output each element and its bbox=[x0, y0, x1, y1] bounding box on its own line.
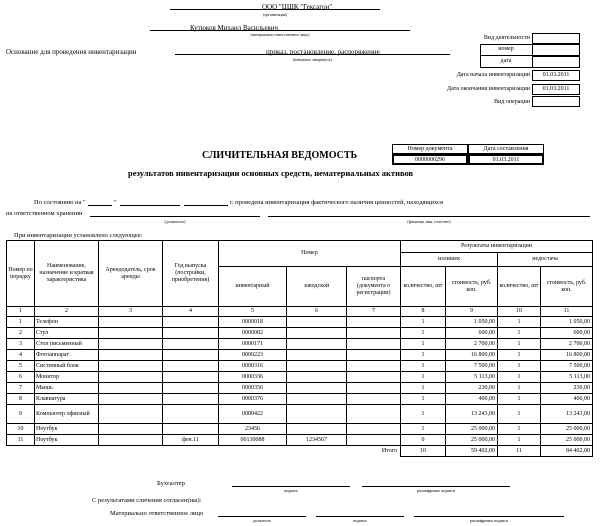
operation-box bbox=[532, 96, 580, 107]
table-row bbox=[7, 317, 593, 328]
table-row bbox=[7, 405, 593, 424]
col-num-3: 3 bbox=[99, 307, 163, 317]
accountant-label: Бухгалтер bbox=[157, 480, 185, 487]
passport bbox=[347, 350, 401, 361]
passport bbox=[347, 317, 401, 328]
lessor bbox=[99, 361, 163, 372]
total-cost-surplus: 59 402,00 bbox=[446, 446, 498, 457]
year bbox=[163, 405, 219, 424]
qty-shortage: 1 bbox=[498, 405, 541, 424]
lessor bbox=[99, 435, 163, 446]
inventory-number: 00130088 bbox=[219, 435, 287, 446]
passport bbox=[347, 361, 401, 372]
cost-surplus: 7 500,00 bbox=[446, 361, 498, 372]
header-surplus: излишек bbox=[401, 253, 498, 267]
header-qty-surplus: количество, шт bbox=[401, 267, 446, 307]
item-name: Фотоаппарат bbox=[35, 350, 99, 361]
accountant-decode-line bbox=[362, 486, 510, 487]
header-passport: паспорта (документа о регистрации) bbox=[347, 267, 401, 307]
accountant-sign-line bbox=[232, 486, 350, 487]
col-num-10: 10 bbox=[498, 307, 541, 317]
cost-shortage: 400,00 bbox=[541, 394, 593, 405]
cost-surplus: 16 800,00 bbox=[446, 350, 498, 361]
header-results: Результаты инвентаризации bbox=[401, 241, 593, 253]
row-num: 7 bbox=[7, 383, 35, 394]
org-caption: (организация) bbox=[263, 12, 287, 17]
state-name-caption: (фамилия, имя, отчество) bbox=[407, 219, 451, 224]
cost-surplus: 25 000,00 bbox=[446, 435, 498, 446]
header-factory: заводской bbox=[287, 267, 347, 307]
mol-decode-caption: расшифровка подписи bbox=[469, 518, 509, 523]
mol-sign-line bbox=[316, 516, 404, 517]
table-row bbox=[7, 394, 593, 405]
header-cost-shortage: стоимость, руб. коп. bbox=[541, 267, 593, 307]
factory-number bbox=[287, 383, 347, 394]
col-num-7: 7 bbox=[347, 307, 401, 317]
inventory-number: 0000422 bbox=[219, 405, 287, 424]
org-name: ООО "ЦШК "Гексагон" bbox=[262, 3, 333, 11]
cost-surplus: 230,00 bbox=[446, 383, 498, 394]
qty-surplus: 1 bbox=[401, 361, 446, 372]
qty-shortage: 1 bbox=[498, 317, 541, 328]
lessor bbox=[99, 405, 163, 424]
accountant-sign-caption: подпись bbox=[284, 488, 298, 493]
passport bbox=[347, 424, 401, 435]
lessor bbox=[99, 317, 163, 328]
qty-shortage: 1 bbox=[498, 383, 541, 394]
cost-surplus: 1 050,00 bbox=[446, 317, 498, 328]
cost-surplus: 400,00 bbox=[446, 394, 498, 405]
org-underline bbox=[170, 9, 380, 10]
table-row bbox=[7, 328, 593, 339]
qty-surplus: 1 bbox=[401, 424, 446, 435]
qty-surplus: 1 bbox=[401, 405, 446, 424]
row-num: 3 bbox=[7, 339, 35, 350]
total-qty-shortage: 11 bbox=[498, 446, 541, 457]
inventory-number: 0000223 bbox=[219, 350, 287, 361]
row-num: 4 bbox=[7, 350, 35, 361]
item-name: Телефон bbox=[35, 317, 99, 328]
qty-surplus: 1 bbox=[401, 328, 446, 339]
cost-shortage: 25 000,00 bbox=[541, 424, 593, 435]
col-num-4: 4 bbox=[163, 307, 219, 317]
item-name: Ноутбук bbox=[35, 435, 99, 446]
table-row bbox=[7, 361, 593, 372]
number-date-divider bbox=[480, 55, 532, 56]
passport bbox=[347, 405, 401, 424]
row-num: 10 bbox=[7, 424, 35, 435]
doc-date-header: Дата составления bbox=[468, 144, 544, 154]
lessor bbox=[99, 372, 163, 383]
header-cost-surplus: стоимость, руб. коп. bbox=[446, 267, 498, 307]
state-line2: на ответственном хранении bbox=[6, 210, 83, 217]
state-day-line bbox=[88, 205, 112, 206]
doc-number-header: Номер документа bbox=[392, 144, 468, 154]
number-label: номер bbox=[498, 46, 514, 52]
inventory-table bbox=[6, 240, 593, 457]
basis-underline bbox=[175, 54, 450, 55]
item-name: Стол письменный bbox=[35, 339, 99, 350]
header-year: Год выпуска (постройки, приобретения) bbox=[163, 241, 219, 307]
col-num-5: 5 bbox=[219, 307, 287, 317]
header-number: Номер bbox=[219, 241, 401, 267]
header-num: Номер по порядку bbox=[7, 241, 35, 307]
mol-decode-line bbox=[414, 516, 564, 517]
cost-shortage: 2 700,00 bbox=[541, 339, 593, 350]
cost-shortage: 1 050,00 bbox=[541, 317, 593, 328]
number-box bbox=[532, 44, 580, 56]
qty-surplus: 1 bbox=[401, 317, 446, 328]
state-prefix: По состоянию на " bbox=[34, 199, 86, 206]
year bbox=[163, 317, 219, 328]
qty-shortage: 1 bbox=[498, 339, 541, 350]
cost-shortage: 25 000,00 bbox=[541, 435, 593, 446]
cost-shortage: 13 243,00 bbox=[541, 405, 593, 424]
cost-surplus: 2 700,00 bbox=[446, 339, 498, 350]
table-row bbox=[7, 350, 593, 361]
col-num-1: 1 bbox=[7, 307, 35, 317]
year bbox=[163, 361, 219, 372]
lessor bbox=[99, 394, 163, 405]
inventory-number: 0000376 bbox=[219, 394, 287, 405]
mol-sign-caption: подпись bbox=[353, 518, 367, 523]
accountant-decode-caption: расшифровка подписи bbox=[416, 488, 456, 493]
item-name: Монитор bbox=[35, 372, 99, 383]
factory-number bbox=[287, 405, 347, 424]
qty-surplus: 1 bbox=[401, 394, 446, 405]
state-quote: " bbox=[114, 199, 117, 206]
year bbox=[163, 339, 219, 350]
qty-shortage: 1 bbox=[498, 435, 541, 446]
cost-shortage: 5 113,00 bbox=[541, 372, 593, 383]
inventory-number: 0000336 bbox=[219, 372, 287, 383]
state-year-line bbox=[184, 205, 228, 206]
basis-label: Основание для проведения инвентаризации bbox=[6, 48, 137, 56]
date-label: дата bbox=[500, 58, 512, 64]
qty-shortage: 1 bbox=[498, 394, 541, 405]
col-num-8: 8 bbox=[401, 307, 446, 317]
year bbox=[163, 328, 219, 339]
operation-label: Вид операции bbox=[494, 99, 530, 105]
inventory-number: 0000356 bbox=[219, 383, 287, 394]
basis-value: приказ, постановление, распоряжение bbox=[266, 48, 380, 56]
item-name: Ноутбук bbox=[35, 424, 99, 435]
person-caption: (материально ответственное лицо) bbox=[250, 32, 310, 37]
qty-shortage: 1 bbox=[498, 361, 541, 372]
qty-surplus: 1 bbox=[401, 350, 446, 361]
qty-surplus: 1 bbox=[401, 339, 446, 350]
activity-label: Вид деятельности bbox=[483, 35, 530, 41]
inventory-number: 0000171 bbox=[219, 339, 287, 350]
state-suffix: г. проведена инвентаризация фактического наличия ценностей, находящихся bbox=[230, 199, 443, 206]
total-label: Итого bbox=[381, 447, 397, 454]
passport bbox=[347, 372, 401, 383]
item-name: Клавиатура bbox=[35, 394, 99, 405]
qty-shortage: 1 bbox=[498, 328, 541, 339]
passport bbox=[347, 435, 401, 446]
inventory-number: 23456 bbox=[219, 424, 287, 435]
state-month-line bbox=[120, 205, 180, 206]
mol-label: Материально ответственное лицо bbox=[110, 510, 204, 517]
state-position-caption: (должность) bbox=[164, 219, 186, 224]
col-num-2: 2 bbox=[35, 307, 99, 317]
year: фев.11 bbox=[163, 435, 219, 446]
lessor bbox=[99, 350, 163, 361]
agree-label: С результатами сличения согласен(ны): bbox=[92, 497, 202, 504]
doc-date-value: 01.03.2011 bbox=[468, 154, 544, 165]
qty-surplus: 1 bbox=[401, 383, 446, 394]
inventory-number: 0000316 bbox=[219, 361, 287, 372]
year bbox=[163, 372, 219, 383]
inventory-number: 0000082 bbox=[219, 328, 287, 339]
person-underline bbox=[150, 30, 410, 31]
row-num: 11 bbox=[7, 435, 35, 446]
row-num: 1 bbox=[7, 317, 35, 328]
person-name: Кутюков Михаил Васильевич bbox=[190, 24, 278, 32]
factory-number bbox=[287, 372, 347, 383]
row-num: 9 bbox=[7, 405, 35, 424]
qty-shortage: 1 bbox=[498, 424, 541, 435]
state-name-line bbox=[268, 216, 590, 217]
factory-number bbox=[287, 317, 347, 328]
end-date-label: Дата окончания инвентаризации bbox=[447, 86, 530, 92]
cost-shortage: 230,00 bbox=[541, 383, 593, 394]
qty-shortage: 1 bbox=[498, 350, 541, 361]
mol-position-line bbox=[218, 516, 306, 517]
date-box bbox=[532, 56, 580, 68]
year bbox=[163, 424, 219, 435]
row-num: 6 bbox=[7, 372, 35, 383]
factory-number bbox=[287, 339, 347, 350]
start-date-label: Дата начала инвентаризации bbox=[456, 72, 530, 78]
factory-number: 1234567 bbox=[287, 435, 347, 446]
row-num: 8 bbox=[7, 394, 35, 405]
factory-number bbox=[287, 350, 347, 361]
activity-box bbox=[532, 33, 580, 44]
cost-surplus: 5 113,00 bbox=[446, 372, 498, 383]
end-date-box: 01.03.2011 bbox=[532, 84, 580, 95]
item-name: Системный блок bbox=[35, 361, 99, 372]
passport bbox=[347, 394, 401, 405]
cost-shortage: 600,00 bbox=[541, 328, 593, 339]
item-name: Стул bbox=[35, 328, 99, 339]
col-num-11: 11 bbox=[541, 307, 593, 317]
page-subtitle: результатов инвентаризации основных средств, нематериальных активов bbox=[128, 168, 414, 178]
header-qty-shortage: количество, шт bbox=[498, 267, 541, 307]
table-row bbox=[7, 383, 593, 394]
start-date-box: 01.03.2011 bbox=[532, 70, 580, 81]
year bbox=[163, 394, 219, 405]
passport bbox=[347, 339, 401, 350]
page-title: СЛИЧИТЕЛЬНАЯ ВЕДОМОСТЬ bbox=[202, 150, 358, 161]
cost-shortage: 16 800,00 bbox=[541, 350, 593, 361]
header-inventory: инвентарный bbox=[219, 267, 287, 307]
table-row bbox=[7, 372, 593, 383]
lessor bbox=[99, 383, 163, 394]
mol-position-caption: должность bbox=[252, 518, 272, 523]
cost-surplus: 25 000,00 bbox=[446, 424, 498, 435]
basis-caption: (ненужное зачеркнуть) bbox=[292, 57, 333, 62]
passport bbox=[347, 328, 401, 339]
doc-number-value: 0000000296 bbox=[392, 154, 468, 165]
cost-surplus: 600,00 bbox=[446, 328, 498, 339]
year bbox=[163, 383, 219, 394]
cost-surplus: 13 243,00 bbox=[446, 405, 498, 424]
lessor bbox=[99, 328, 163, 339]
header-lessor: Арендодатель, срок аренды bbox=[99, 241, 163, 307]
col-num-9: 9 bbox=[446, 307, 498, 317]
row-num: 5 bbox=[7, 361, 35, 372]
passport bbox=[347, 383, 401, 394]
item-name: Мышь bbox=[35, 383, 99, 394]
factory-number bbox=[287, 424, 347, 435]
year bbox=[163, 350, 219, 361]
lessor bbox=[99, 339, 163, 350]
total-cost-shortage: 84 402,00 bbox=[541, 446, 593, 457]
row-num: 2 bbox=[7, 328, 35, 339]
cost-shortage: 7 500,00 bbox=[541, 361, 593, 372]
total-qty-surplus: 10 bbox=[401, 446, 446, 457]
factory-number bbox=[287, 328, 347, 339]
qty-surplus: 0 bbox=[401, 435, 446, 446]
qty-shortage: 1 bbox=[498, 372, 541, 383]
col-num-6: 6 bbox=[287, 307, 347, 317]
factory-number bbox=[287, 394, 347, 405]
qty-surplus: 1 bbox=[401, 372, 446, 383]
lessor bbox=[99, 424, 163, 435]
established-text: При инвентаризации установлено следующее: bbox=[14, 232, 143, 239]
state-position-line bbox=[90, 216, 260, 217]
factory-number bbox=[287, 361, 347, 372]
table-row bbox=[7, 424, 593, 435]
inventory-number: 0000018 bbox=[219, 317, 287, 328]
header-name: Наименование, назначение и краткая характеристика bbox=[35, 241, 99, 307]
table-row bbox=[7, 339, 593, 350]
item-name: Компьютер офисный bbox=[35, 405, 99, 424]
table-row bbox=[7, 435, 593, 446]
header-shortage: недостача bbox=[498, 253, 593, 267]
